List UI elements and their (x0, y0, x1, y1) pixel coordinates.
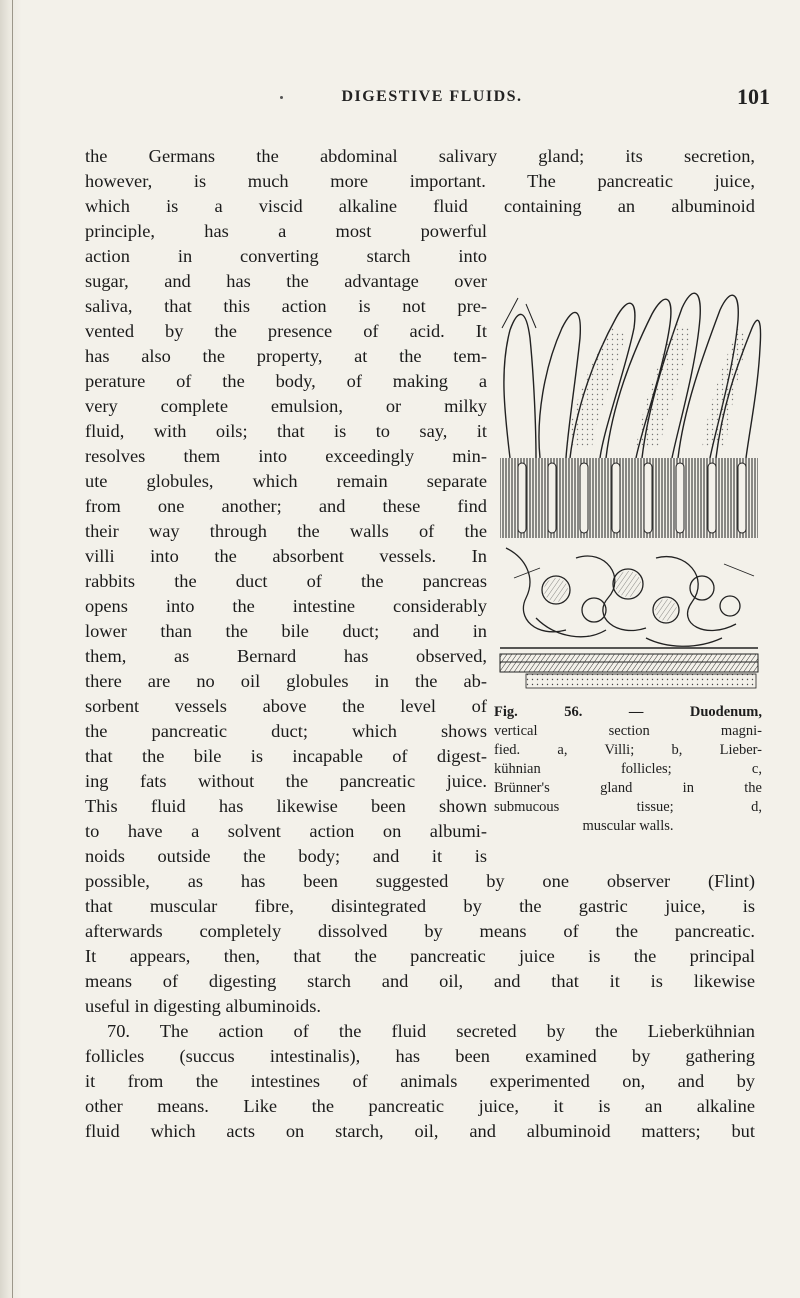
running-head (94, 84, 770, 118)
text-line: This fluid has likewise been shown (85, 796, 487, 816)
text-line: saliva, that this action is not pre- (85, 296, 487, 316)
text-line: follicles (succus intestinalis), has been examined by gathering (85, 1046, 755, 1066)
text-line: fluid which acts on starch, oil, and albuminoid matters; but (85, 1121, 755, 1141)
text-line: noids outside the body; and it is (85, 846, 487, 866)
text-line: means of digesting starch and oil, and that it is likewise (85, 971, 755, 991)
text-line: it from the intestines of animals experimented on, and by (85, 1071, 755, 1091)
text-line: them, as Bernard has observed, (85, 646, 487, 666)
brunners-gland (506, 548, 754, 646)
caption-line: kühnian follicles; c, (494, 761, 762, 777)
text-line: the pancreatic duct; which shows (85, 721, 487, 741)
text-line: that muscular fibre, disintegrated by the gastric juice, is (85, 896, 755, 916)
text-line: sugar, and has the advantage over (85, 271, 487, 291)
figure-caption (494, 703, 762, 836)
duodenum-illustration (496, 258, 762, 692)
text-line: ute globules, which remain separate (85, 471, 487, 491)
text-line: their way through the walls of the (85, 521, 487, 541)
lieberkuhnian-follicles (500, 458, 758, 538)
text-line: which is a viscid alkaline fluid containing an albuminoid (85, 196, 755, 216)
duodenum-engraving (496, 258, 762, 692)
text-line: to have a solvent action on albumi- (85, 821, 487, 841)
text-line: action in converting starch into (85, 246, 487, 266)
caption-line: vertical section magni- (494, 723, 762, 739)
text-line: other means. Like the pancreatic juice, it is an alkaline (85, 1096, 755, 1116)
text-line: perature of the body, of making a (85, 371, 487, 391)
text-line: lower than the bile duct; and in (85, 621, 487, 641)
text-line: sorbent vessels above the level of (85, 696, 487, 716)
page-binding-edge (0, 0, 22, 1298)
text-line: vented by the presence of acid. It (85, 321, 487, 341)
binding-line (12, 0, 13, 1298)
caption-title: Fig. 56. — Duodenum, (494, 704, 762, 720)
text-line: possible, as has been suggested by one observer (Flint) (85, 871, 755, 891)
text-line: It appears, then, that the pancreatic juice is the principal (85, 946, 755, 966)
text-line: that the bile is incapable of digest- (85, 746, 487, 766)
text-line: ing fats without the pancreatic juice. (85, 771, 487, 791)
text-line: the Germans the abdominal salivary gland; its secretion, (85, 146, 755, 166)
text-line: 70. The action of the fluid secreted by the Lieberkühnian (107, 1021, 755, 1041)
text-line: principle, has a most powerful (85, 221, 487, 241)
running-title: DIGESTIVE FLUIDS. (341, 88, 523, 105)
text-line: villi into the absorbent vessels. In (85, 546, 487, 566)
text-line: useful in digesting albuminoids. (85, 996, 321, 1016)
text-line: there are no oil globules in the ab- (85, 671, 487, 691)
text-line: very complete emulsion, or milky (85, 396, 487, 416)
text-line: has also the property, at the tem- (85, 346, 487, 366)
caption-line: muscular walls. (582, 818, 674, 834)
text-line: resolves them into exceedingly min- (85, 446, 487, 466)
caption-line: fied. a, Villi; b, Lieber- (494, 742, 762, 758)
text-line: opens into the intestine considerably (85, 596, 487, 616)
text-line: however, is much more important. The pancreatic juice, (85, 171, 755, 191)
villi-stipple (566, 324, 748, 448)
text-line: from one another; and these find (85, 496, 487, 516)
page-number: 101 (737, 84, 770, 109)
muscular-walls (500, 648, 758, 688)
text-line: rabbits the duct of the pancreas (85, 571, 487, 591)
caption-line: submucous tissue; d, (494, 799, 762, 815)
text-line: afterwards completely dissolved by means of the pancreatic. (85, 921, 755, 941)
text-line: fluid, with oils; that is to say, it (85, 421, 487, 441)
caption-line: Brünner's gland in the (494, 780, 762, 796)
